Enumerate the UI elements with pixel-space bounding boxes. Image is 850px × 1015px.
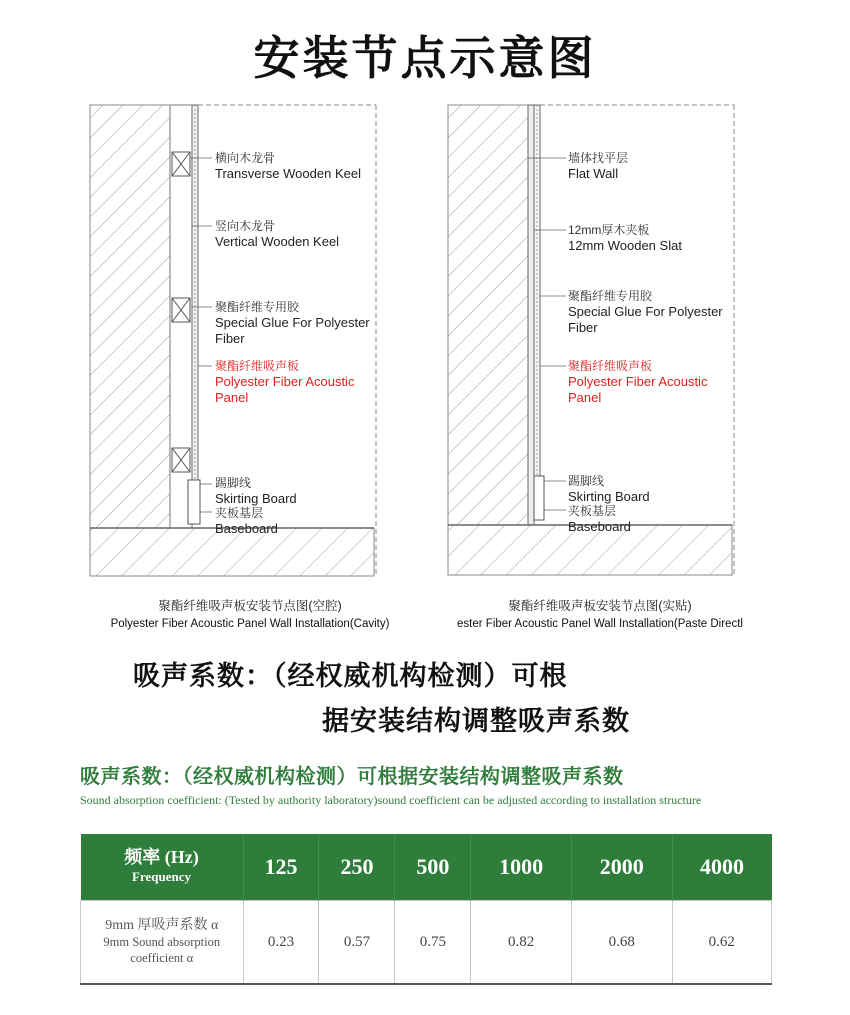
page-title: 安装节点示意图 — [253, 31, 597, 85]
label-en: Polyester Fiber Acoustic Panel — [215, 374, 355, 405]
header-frequency-cn: 频率 (Hz) — [124, 847, 199, 867]
label-cn: 聚酯纤维专用胶 — [215, 300, 300, 314]
label-cn: 竖向木龙骨 — [215, 219, 276, 233]
table-cell: 0.62 — [672, 901, 772, 985]
label-en: Special Glue For Polyester Fiber — [215, 315, 370, 346]
label-cn: 横向木龙骨 — [215, 151, 276, 165]
label-en: Skirting Board — [215, 491, 297, 506]
label-baseboard — [215, 505, 278, 537]
label-en: Baseboard — [568, 519, 631, 534]
row-label-en: 9mm Sound absorption coefficient α — [103, 935, 221, 965]
note-line-2: 据安装结构调整吸声系数 — [322, 706, 630, 737]
label-en: Transverse Wooden Keel — [215, 166, 361, 181]
label-transverse-keel — [215, 150, 361, 182]
label-acoustic-panel — [568, 358, 736, 406]
caption-paste-direct — [432, 596, 768, 630]
label-en: Skirting Board — [568, 489, 650, 504]
label-cn: 夹板基层 — [215, 506, 264, 520]
label-en: Special Glue For Polyester Fiber — [568, 304, 723, 335]
row-label-cn: 9mm 厚吸声系数 α — [105, 918, 219, 933]
label-acoustic-panel — [215, 358, 378, 406]
table-header-row — [81, 834, 772, 901]
label-skirting-board — [215, 475, 297, 507]
diagram-paste-direct — [446, 100, 736, 580]
label-cn: 踢脚线 — [568, 474, 605, 488]
table-section-title: 吸声系数：（经权威机构检测）可根据安装结构调整吸声系数 — [80, 764, 624, 788]
header-freq: 250 — [319, 834, 395, 901]
table-cell: 0.57 — [319, 901, 395, 985]
header-freq: 2000 — [571, 834, 672, 901]
note-line-1: 吸声系数：（经权威机构检测）可根 — [133, 661, 568, 692]
table-cell: 0.68 — [571, 901, 672, 985]
caption-cn: 聚酯纤维吸声板安装节点图(实贴) — [508, 599, 692, 613]
label-cn: 聚酯纤维专用胶 — [568, 289, 653, 303]
label-en: Vertical Wooden Keel — [215, 234, 340, 249]
table-cell: 0.23 — [243, 901, 319, 985]
label-en: Baseboard — [215, 521, 278, 536]
header-frequency — [81, 834, 244, 901]
table-cell: 0.82 — [471, 901, 572, 985]
caption-cavity — [80, 596, 420, 630]
header-frequency-en: Frequency — [132, 869, 191, 884]
label-cn: 踢脚线 — [215, 476, 252, 490]
label-cn: 墙体找平层 — [568, 151, 629, 165]
label-cn: 聚酯纤维吸声板 — [568, 359, 653, 373]
table-section-subtitle: Sound absorption coefficient: (Tested by authority laboratory)sound coefficient can be adjusted according to installation structure — [80, 793, 702, 807]
label-en: Flat Wall — [568, 166, 619, 181]
label-wooden-slat — [568, 222, 682, 254]
label-skirting-board — [568, 473, 650, 505]
table-row — [81, 901, 772, 985]
row-label — [81, 901, 244, 985]
header-freq: 4000 — [672, 834, 772, 901]
label-special-glue — [215, 299, 378, 347]
header-freq: 1000 — [471, 834, 572, 901]
label-special-glue — [568, 288, 736, 336]
label-cn: 12mm厚木夹板 — [568, 223, 650, 237]
header-freq: 125 — [243, 834, 319, 901]
label-cn: 夹板基层 — [568, 504, 617, 518]
caption-en: ester Fiber Acoustic Panel Wall Installation(Paste Directl — [457, 618, 743, 630]
label-baseboard — [568, 503, 631, 535]
caption-cn: 聚酯纤维吸声板安装节点图(空腔) — [158, 599, 342, 613]
header-freq: 500 — [395, 834, 471, 901]
absorption-table — [80, 834, 772, 985]
label-en: 12mm Wooden Slat — [568, 238, 682, 253]
label-cn: 聚酯纤维吸声板 — [215, 359, 300, 373]
table-cell: 0.75 — [395, 901, 471, 985]
caption-en: Polyester Fiber Acoustic Panel Wall Installation(Cavity) — [110, 618, 390, 630]
label-vertical-keel — [215, 218, 339, 250]
label-flat-wall — [568, 150, 628, 182]
label-en: Polyester Fiber Acoustic Panel — [568, 374, 708, 405]
diagram-cavity — [88, 100, 378, 580]
